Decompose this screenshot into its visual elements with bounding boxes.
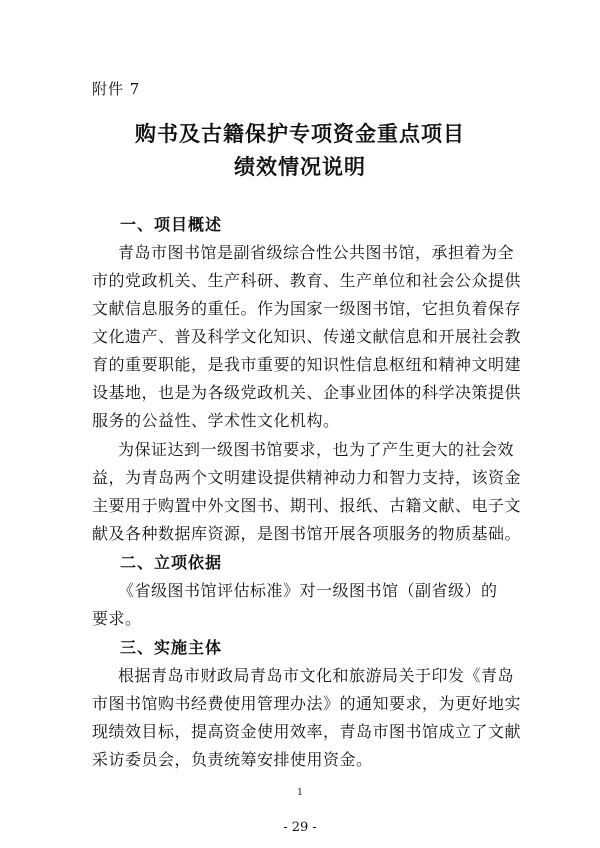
paragraph-line: 献及各种数据库资源，是图书馆开展各项服务的物质基础。 [92,524,522,543]
section-heading-basis: 二、立项依据 [120,553,223,572]
paragraph-line: 文化遗产、普及科学文化知识、传递文献信息和开展社会教 [92,327,522,346]
paragraph-line: 市图书馆购书经费使用管理办法》的通知要求，为更好地实 [92,694,522,713]
page-note: 1 [297,788,303,798]
paragraph-line: 要求。 [92,609,142,628]
paragraph-line: 文献信息服务的重任。作为国家一级图书馆，它担负着保存 [92,299,522,318]
paragraph-line: 益，为青岛两个文明建设提供精神动力和智力支持，该资金 [92,468,522,487]
page-number: - 29 - [283,820,317,835]
section-heading-overview: 一、项目概述 [120,215,223,234]
paragraph-line: 市的党政机关、生产科研、教育、生产单位和社会公众提供 [92,271,522,290]
paragraph-line: 《省级图书馆评估标准》对一级图书馆（副省级）的 [118,581,498,600]
paragraph-line: 采访委员会，负责统筹安排使用资金。 [92,750,373,769]
document-title-line-1: 购书及古籍保护专项资金重点项目 [135,122,465,146]
paragraph-line: 现绩效目标，提高资金使用效率，青岛市图书馆成立了文献 [92,722,522,741]
paragraph-line: 设基地，也是为各级党政机关、企事业团体的科学决策提供 [92,383,522,402]
paragraph-line: 根据青岛市财政局青岛市文化和旅游局关于印发《青岛 [118,666,515,685]
paragraph-line: 青岛市图书馆是副省级综合性公共图书馆，承担着为全 [118,243,515,262]
paragraph-line: 育的重要职能，是我市重要的知识性信息枢纽和精神文明建 [92,355,522,374]
section-heading-implementer: 三、实施主体 [120,638,223,657]
document-title-line-2: 绩效情况说明 [234,155,366,179]
paragraph-line: 主要用于购置中外文图书、期刊、报纸、古籍文献、电子文 [92,496,522,515]
paragraph-line: 为保证达到一级图书馆要求，也为了产生更大的社会效 [118,440,515,459]
paragraph-line: 服务的公益性、学术性文化机构。 [92,411,340,430]
attachment-label: 附件 7 [92,80,141,98]
